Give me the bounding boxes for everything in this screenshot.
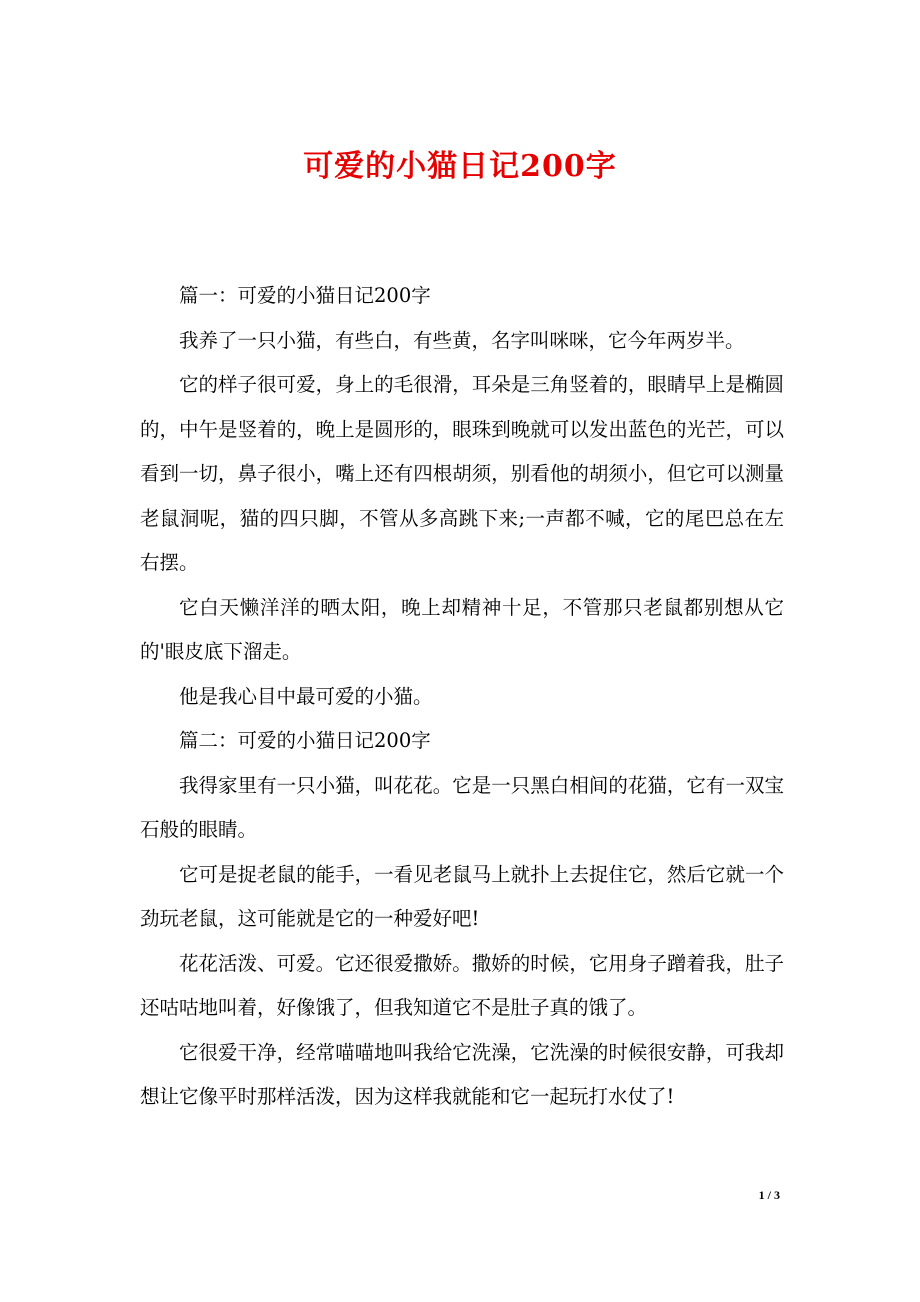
paragraph: 我得家里有一只小猫，叫花花。它是一只黑白相间的花猫，它有一双宝石般的眼睛。	[140, 773, 784, 841]
paragraph: 它可是捉老鼠的能手，一看见老鼠马上就扑上去捉住它，然后它就一个劲玩老鼠，这可能就是它的一种爱好吧!	[140, 862, 784, 930]
paragraph-section-heading-2: 篇二：可爱的小猫日记200字	[179, 729, 431, 752]
paragraph-section-heading-1: 篇一：可爱的小猫日记200字	[179, 284, 431, 307]
paragraph: 它很爱干净，经常喵喵地叫我给它洗澡，它洗澡的时候很安静，可我却想让它像平时那样活泼，因为这样我就能和它一起玩打水仗了!	[140, 1040, 784, 1108]
paragraph: 他是我心目中最可爱的小猫。	[179, 684, 433, 708]
document-body	[140, 274, 784, 1120]
paragraph: 它的样子很可爱，身上的毛很滑，耳朵是三角竖着的，眼睛早上是椭圆的，中午是竖着的，晚上是圆形的，眼珠到晚就可以发出蓝色的光芒，可以看到一切，鼻子很小，嘴上还有四根胡须，别看他的胡须小，但它可以测量老鼠洞呢，猫的四只脚，不管从多高跳下来;一声都不喊，它的尾巴总在左右摆。	[140, 373, 784, 574]
page-number: 1 / 3	[758, 1188, 780, 1202]
paragraph: 花花活泼、可爱。它还很爱撒娇。撒娇的时候，它用身子蹭着我，肚子还咕咕地叫着，好像饿了，但我知道它不是肚子真的饿了。	[140, 951, 784, 1019]
document-title: 可爱的小猫日记200字	[303, 149, 617, 184]
paragraph: 我养了一只小猫，有些白，有些黄，名字叫咪咪，它今年两岁半。	[179, 328, 745, 352]
paragraph: 它白天懒洋洋的晒太阳，晚上却精神十足，不管那只老鼠都别想从它的'眼皮底下溜走。	[140, 595, 784, 663]
